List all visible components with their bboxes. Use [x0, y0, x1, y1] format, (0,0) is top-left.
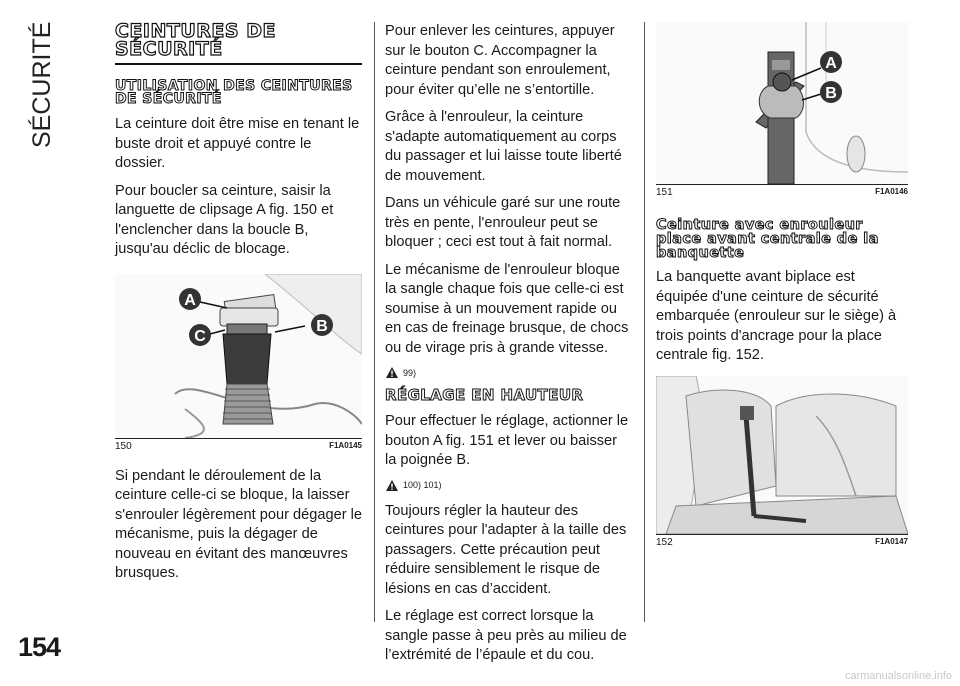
warning-triangle-icon — [385, 366, 399, 379]
paragraph: Si pendant le déroulement de la ceinture celle-ci se bloque, la laisser s'enrouler légèrement pour dégager le mécanisme, puis la dégager de nouveau en évitant des manœuvres brusques. — [115, 467, 362, 581]
callout-label: B — [316, 317, 328, 335]
paragraph: Toujours régler la hauteur des ceintures pour l'adapter à la taille des passagers. Cette précaution peut réduire sensiblement le risque de lésions en cas d’accident. — [385, 502, 627, 597]
figure-code: F1A0145 — [329, 440, 362, 450]
paragraph: Pour enlever les ceintures, appuyer sur le bouton C. Accompagner la ceinture pendant son enroulement, pour éviter qu’elle ne s’entortille. — [385, 23, 615, 98]
section-heading: UTILISATION DES CEINTURES DE SÉCURITÉ — [115, 78, 353, 107]
figure-caption — [656, 187, 908, 198]
seatbelt-buckle-illustration — [115, 274, 362, 438]
column-1 — [115, 22, 362, 592]
watermark: carmanualsonline.info — [844, 670, 952, 682]
callout-label: A — [184, 291, 196, 309]
figure-code: F1A0146 — [875, 187, 908, 196]
figure-number: 152 — [656, 536, 673, 548]
paragraph: La banquette avant biplace est équipée d'une ceinture de sécurité embarquée (enrouleur sur le siège) à trois points d'ancrage pour la place centrale fig. 152. — [656, 269, 897, 363]
section-heading: Ceinture avec enrouleur place avant centrale de la banquette — [656, 217, 879, 261]
bench-seat-illustration — [656, 376, 908, 534]
figure-code: F1A0147 — [875, 536, 908, 546]
paragraph: Le mécanisme de l'enrouleur bloque la sangle chaque fois que celle-ci est soumise à un mouvement rapide ou en cas de freinage brusque, de chocs ou de virage pris à grande vitesse. — [385, 261, 629, 356]
section-side-title — [6, 20, 66, 150]
warning-number: 99) — [403, 367, 417, 378]
column-3 — [656, 22, 908, 548]
paragraph: Grâce à l'enrouleur, la ceinture s'adapte automatiquement au corps du passager et lui laisse toute liberté de mouvement. — [385, 109, 622, 184]
figure-152 — [656, 376, 908, 535]
section-heading: RÉGLAGE EN HAUTEUR — [385, 386, 584, 404]
height-adjuster-illustration — [656, 22, 908, 184]
paragraph: Pour effectuer le réglage, actionner le bouton A fig. 151 et lever ou baisser la poignée B. — [385, 413, 629, 468]
paragraph: Dans un véhicule garé sur une route très en pente, l'enrouleur peut se bloquer ; ceci est tout à fait normal. — [385, 195, 621, 250]
figure-150 — [115, 274, 362, 439]
column-divider — [644, 22, 645, 622]
callout-c — [189, 324, 211, 346]
callout-label: A — [825, 55, 837, 72]
callout-label: C — [194, 327, 206, 345]
callout-label: B — [825, 85, 837, 102]
column-2 — [385, 22, 632, 674]
warning-number: 100) 101) — [403, 480, 442, 490]
figure-number: 150 — [115, 440, 132, 452]
paragraph: La ceinture doit être mise en tenant le buste droit et appuyé contre le dossier. — [115, 116, 360, 171]
paragraph: Le réglage est correct lorsque la sangle passe à peu près au milieu de l’extrémité de l’épaule et du cou. — [385, 608, 627, 663]
warning-reference — [385, 366, 632, 379]
callout-b — [820, 81, 842, 103]
warning-triangle-icon — [385, 479, 399, 492]
main-heading: CEINTURES DE SÉCURITÉ — [115, 22, 362, 65]
callout-a — [179, 288, 201, 310]
section-side-title-text: SÉCURITÉ — [28, 21, 56, 148]
warning-reference — [385, 479, 632, 492]
callout-b — [311, 314, 333, 336]
figure-caption — [115, 441, 362, 452]
figure-caption — [656, 537, 908, 548]
figure-number: 151 — [656, 187, 673, 198]
page-number: 154 — [18, 632, 61, 662]
paragraph: Pour boucler sa ceinture, saisir la languette de clipsage A fig. 150 et l'enclencher dans la boucle B, jusqu'au déclic de blocage. — [115, 182, 334, 257]
figure-151 — [656, 22, 908, 185]
column-divider — [374, 22, 375, 622]
callout-a — [820, 51, 842, 73]
